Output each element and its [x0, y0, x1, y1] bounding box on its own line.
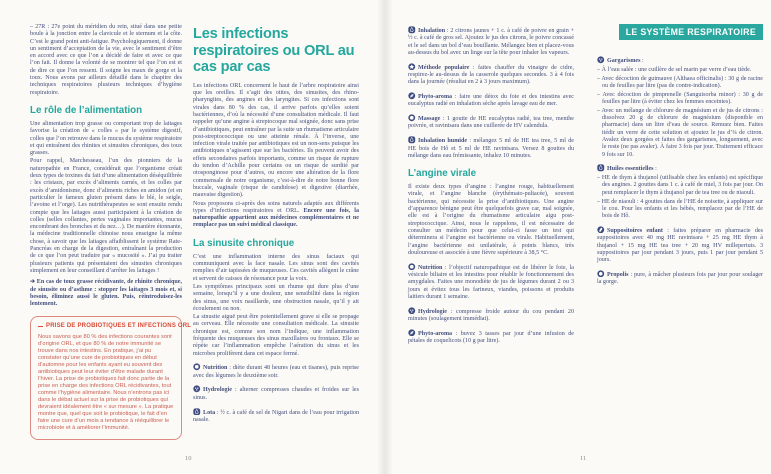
drops-icon	[193, 385, 201, 393]
remedy-text: : buvez 3 tasses par jour d’une infusion de pétales de coquelicots (10 g par litre).	[408, 330, 574, 344]
chapter-title: Les infections respiratoires ou ORL au cas par cas	[193, 26, 355, 76]
remedy-text: : 1 goutte de HE eucalyptus radié, tea tree, menthe poivrée, et ravintsara dans une cuillerée de HV calendula.	[408, 116, 574, 130]
remedy-hydrologie-angine	[408, 307, 574, 324]
gargarisme-item-guimauve: – Avec décoction de guimauve (Althaea officinalis) : 30 g de racine ou de feuilles par litre (pas de contre-indication).	[597, 75, 763, 89]
sinusitis-paragraph-1: C’est une inflammation interne des sinus faciaux qui communiquent avec la face nasale. Les sinus sont des cavités remplies d’air tapissées de muqueuses. Ces cavités allègent le crâne et servent de caisses de résonance pour la voix.	[193, 253, 359, 282]
remedy-phyto-aroma	[408, 92, 574, 109]
ring-icon	[408, 263, 416, 271]
he-item-niaouli: – HE de niaouli : 4 gouttes dans de l’HE de noisette, à appliquer sur le cou. Pour les enfants et les bébés, remplacez par de l’HE de bois de Hô.	[597, 198, 763, 220]
heading-sinusite-chronique: La sinusite chronique	[193, 237, 295, 249]
remedy-hydrologie	[193, 385, 359, 402]
heading-angine-virale: L’angine virale	[408, 168, 477, 180]
sinusitis-paragraph-3: La sinusite aiguë peut être potentiellement grave si elle se propage au cerveau. Elle nécessite une consultation médicale. La sinusite chronique est, comme son nom l’indique, une inflammation fréquente des muqueuses des sinus maxillaires ou frontaux. Elle se répète car l’inflammation empêche l’aération du sinus et les microbes prolifèrent dans cet espace fermé.	[193, 314, 359, 357]
remedy-text: : alterner compresses chaudes et froides sur les sinus.	[193, 387, 359, 401]
page-gutter	[377, 0, 393, 474]
remedy-label: Nutrition	[418, 264, 443, 271]
remedy-lota	[193, 408, 359, 425]
probiotics-info-box	[30, 316, 192, 440]
right-page-column-2	[597, 24, 763, 287]
page-number-left: 10	[185, 455, 192, 462]
natural-care-paragraph	[193, 201, 359, 230]
gargarismes-block	[597, 56, 763, 159]
leaf-icon	[408, 92, 416, 100]
remedy-methode-populaire	[408, 63, 574, 87]
remedy-text: :	[653, 166, 657, 173]
info-box-title: PRISE DE PROBIOTIQUES ET INFECTIONS ORL	[46, 323, 192, 330]
sinusitis-paragraph-2: Les symptômes principaux sont un rhume qui dure plus d’une semaine, lorsqu’il y a une douleur, une sensibilité dans la région des sinus, une voix nasillarde, une obstruction nasale, qu’il y ait écoulement ou non.	[193, 283, 359, 312]
droplet-icon	[597, 164, 605, 172]
angine-paragraph: Il existe deux types d’angine : l’angine rouge, habituellement virale, et l’angine blanche (érythémato-pultacée), souvent bactérienne, qui nécessite la prise d’antibiotiques. Une angine d’apparence bénigne peut être quelquefois grave car, mal soignée, elle est à l’origine du rhumatisme articulaire aigu post-streptococcique. Ainsi, nous le rappelons, il est nécessaire de consulter un médecin pour que celui-ci fasse un test qui déterminera si l’angine est bactérienne ou virale. Habituellement, l’angine bactérienne est unilatérale, à points blancs, très douloureuse et associée à une fièvre supérieure à 38,5 °C.	[408, 184, 574, 256]
hexagon-icon	[597, 270, 605, 278]
gargarisme-item-eau-salee: – À l’eau salée : une cuillère de sel marin par verre d’eau tiède.	[597, 66, 752, 73]
droplet-icon	[408, 26, 416, 34]
remedy-text: :	[640, 58, 644, 64]
huiles-essentielles-block	[597, 164, 763, 220]
info-box-body: Nous savons que 80 % des infections courantes sont d’origine ORL, et que 80 % de notre immunité se trouve dans nos intestins. En pratique, j’ai pu constater qu’une cure de probiotiques en début d’automne pour les enfants ayant eu souvent des antibiotiques peut leur éviter d’être malade durant l’hiver. La prise de probiotiques fait donc partie de la prise en charge des infections ORL récidivantes, tout comme l’hygiène alimentaire. Nous n’entrons pas ici dans le débat actuel sur la prise de probiotiques qui devraient idéalement être « sur mesure ». La pratique montre que, quel que soit le probiotique, le fait d’en faire une cure d’un mois a tendance à rééquilibrer le microbiote et à améliorer l’immunité.	[38, 333, 174, 431]
leaf-icon	[408, 329, 416, 337]
alimentation-paragraph-1: Une alimentation trop grasse ou comportant trop de laitages favorise la création de « colles » par le système digestif, colles que l’on retrouve dans le mucus du système respiratoire et qui entraînent des rhinites et sinusites chroniques, des toux grasses.	[30, 120, 182, 157]
remedy-text: : 2 citrons jaunes + 1 c. à café de poivre en grain + ½ c. à café de gros sel. Ajoutez le jus des citrons, le poivre concassé et le sel dans un bol d’eau bouillante. Mélangez bien et placez-vous au-dessus du bol avec un linge sur la tête pour inhaler les vapeurs.	[408, 28, 574, 56]
left-page-column-2	[193, 24, 359, 424]
remedy-nutrition	[193, 363, 359, 380]
star-icon	[408, 63, 416, 71]
remedy-label: Méthode populaire	[418, 64, 470, 71]
remedy-label: Hydrologie	[418, 308, 448, 315]
left-page-column-1	[30, 24, 192, 440]
right-page-column-1	[408, 24, 574, 345]
remedy-phyto-aroma-angine	[408, 329, 574, 346]
remedy-text: : l’objectif naturopathique est de libérer le foie, la vésicule biliaire et les intestins pour rétablir le fonctionnement des amygdales. Faites une monodiète de jus de légumes durant 2 ou 3 jours et évitez tous les farineux, viandes, poissons et produits laitiers durant 1 semaine.	[408, 264, 574, 300]
droplet-icon	[408, 136, 416, 144]
remedy-gargarismes	[597, 56, 763, 65]
remedy-label: Huiles essentielles	[607, 166, 654, 173]
remedy-text: : pure, à mâcher plusieurs fois par jour pour soulager la gorge.	[597, 271, 763, 286]
remedy-label: Hydrologie	[203, 387, 233, 394]
remedy-label: Lota	[203, 409, 216, 416]
remedy-text: : ½ c. à café de sel de Nigari dans de l’eau pour irrigation nasale.	[193, 409, 359, 423]
remedy-label: Inhalation humide	[418, 138, 468, 145]
ring-icon	[408, 114, 416, 122]
remedy-label: Gargarismes	[607, 58, 641, 64]
remedy-label: Inhalation	[418, 28, 446, 34]
natural-care-normal: Nous proposons ci-après des soins naturels adaptés aux différents types d’infections respiratoires et ORL.	[193, 200, 359, 214]
drops-icon	[597, 56, 605, 64]
remedy-huiles-essentielles	[597, 164, 763, 173]
remedy-label: Phyto-aroma	[418, 94, 453, 101]
he-item-thym-thujanol: – HE de thym à thujanol (utilisable chez les enfants) est spécifique des angines. 2 gouttes dans 1 c. à café de miel, 3 fois par jour. On peut remplacer le thym à thujanol par de tea tree ou de niaouli.	[597, 175, 763, 196]
remedy-text: : diète durant 48 heures (eau et tisanes), puis reprise avec des légumes le deuxième soir.	[193, 365, 359, 379]
drops-icon	[408, 307, 416, 315]
remedy-text: : faites chauffer du vinaigre de cidre, respirez-le au-dessus de la casserole quelques secondes. 3 à 4 fois dans la journée (résultat en 2 à 3 jours maximum).	[408, 64, 574, 86]
rule-left	[38, 326, 43, 327]
remedy-label: Propolis	[607, 271, 629, 278]
remedy-label: Suppositoires enfant	[607, 227, 663, 234]
advice-callout: ➔ En cas de toux grasse récidivante, de rhinite chronique, de sinusite ou d’asthme : stopper les laitages 3 mois et, si besoin, éliminez aussi le gluten. Puis, réintroduisez-les lentement.	[30, 279, 182, 308]
droplet-icon	[193, 408, 201, 416]
remedy-text: : faire une détox du foie et des intestins avec eucalyptus radié en inhalation sèche après lavage eau de mer.	[408, 94, 574, 108]
remedy-text: : mélangez 5 ml de HE tea tree, 5 ml de HE bois de Hô et 5 ml de HE ravintsara. Versez 8 gouttes du mélange dans eau frémissante, inhalez 10 minutes.	[408, 138, 574, 159]
remedy-inhalation-humide	[408, 136, 574, 160]
remedy-label: Nutrition	[203, 365, 228, 372]
alimentation-paragraph-2: Pour rappel, Marchesseau, l’un des pionniers de la naturopathie en France, considérait que l’organisme créait deux types de toxines du fait d’une alimentation déséquilibrée : les cristaux, par excès d’aliments carnés, et les colles par excès d’amidonisme, donc d’aliments riches en amidon (et en particulier le fameux gluten présent dans le blé, le seigle, l’avoine et l’orge). Les nutrithérapeutes se sont ensuite rendu compte que les laitages aussi participaient à la création de colles (selles collantes, pertes vaginales importantes, mucus encombrant des bronches et du nez…). De manière étonnante, la médecine traditionnelle chinoise nous enseigne la même chose, à savoir que les laitages affaiblissent le système Rate-Pancréas en charge de la digestion, entraînant la production de ce que l’on peut traduire par « mucosité ». J’ai pu traiter plusieurs patients qui présentaient des sinusites chroniques simplement en leur conseillant d’arrêter les laitages !	[30, 158, 182, 274]
remedy-suppositoires-enfant	[597, 226, 763, 264]
capsule-icon	[597, 226, 605, 234]
remedy-massage	[408, 114, 574, 131]
remedy-inhalation	[408, 26, 574, 57]
gargarisme-item-pimprenelle: – Avec décoction de pimprenelle (Sanguisorba minor) : 30 g de feuilles par litre (à éviter chez les femmes enceintes).	[597, 91, 763, 105]
remedy-text: : compresse froide autour du cou pendant 20 minutes (soulagement immédiat).	[408, 308, 574, 322]
ring-icon	[193, 363, 201, 371]
gargarisme-item-chlorure-magnesium: – Avec un mélange de chlorure de magnésium et de jus de citrons : dissolvez 20 g de chlorure de magnésium (disponible en pharmacie) dans un litre d’eau de source. Remuez bien. Faites tiédir un verre de cette solution et ajoutez le jus d’¼ de citron. Avalez deux gorgées et faites des gargarismes, longuement, avec le reste (ne pas avaler). À faire 3 fois par jour. Traitement efficace 9 fois sur 10.	[597, 107, 763, 158]
remedy-propolis	[597, 270, 763, 287]
page-number-right: 11	[580, 455, 587, 462]
section-badge-row	[597, 24, 763, 40]
remedy-label: Phyto-aroma	[418, 330, 453, 337]
orl-intro-paragraph: Les infections ORL concernent le haut de l’arbre respiratoire ainsi que les oreilles. Il s’agit des otites, des sinusites, des rhino-pharyngites, des angines et des laryngites. Si ces infections sont virales dans 80 % des cas, il arrive parfois qu’elles soient bactériennes, d’où la nécessité d’une consultation médicale. Il faut rappeler qu’une angine à streptocoque mal soignée, donc sans prise d’antibiotiques, peut entraîner par la suite un rhumatisme articulaire post-streptococcique ou une atteinte rénale. À l’inverse, une infection virale traitée par antibiotiques est un non-sens puisque les antibiotiques n’agissent que sur les bactéries. Ils peuvent avoir des effets secondaires parfois importants, comme un risque de rupture du tendon d’Achille pour certains ou un risque de surdité par otosponginose pour d’autres, ou encore une altération de la flore commensale de notre organisme, c’est-à-dire de notre bonne flore buccale, vaginale (risque de candidose) et digestive (diarrhée, mauvaise digestion).	[193, 82, 359, 199]
info-box-header	[38, 323, 192, 330]
section-badge: LE SYSTÈME RESPIRATOIRE	[619, 24, 763, 40]
acupressure-point-paragraph: – 27R : 27e point du méridien du rein, situé dans une petite boule à la jonction entre la clavicule et le sternum et la côte. C’est le grand point anti-fatigue. Psychologiquement, il donne un sentiment d’acceptation de la vie, avec le sentiment d’être en accord avec ce que l’on a décidé de faire et avec ce que l’on fait. Il donne la volonté de se montrer tel que l’on est et de dire ce que l’on ressent. Il soigne les maux de gorge et la toux. Nous avons par ailleurs détaillé dans le chapitre des techniques respiratoires plusieurs techniques d’hygiène respiratoire.	[30, 24, 182, 96]
remedy-label: Massage	[418, 116, 441, 123]
heading-role-alimentation: Le rôle de l’alimentation	[30, 104, 143, 116]
medical-warning-bold: Encore une fois, la naturopathie appartient aux médecines complémentaires et ne remplace pas un suivi médical classique.	[193, 207, 359, 229]
remedy-nutrition-angine	[408, 263, 574, 301]
remedy-text: : faites préparer en pharmacie des suppositoires avec 40 mg HE ravintsara + 25 mg HE thym à thujanol + 15 mg HE tea tree + 20 mg HV millepertuis. 3 suppositoires par jour pendant 3 jours, puis 1 par jour pendant 5 jours.	[597, 227, 763, 264]
